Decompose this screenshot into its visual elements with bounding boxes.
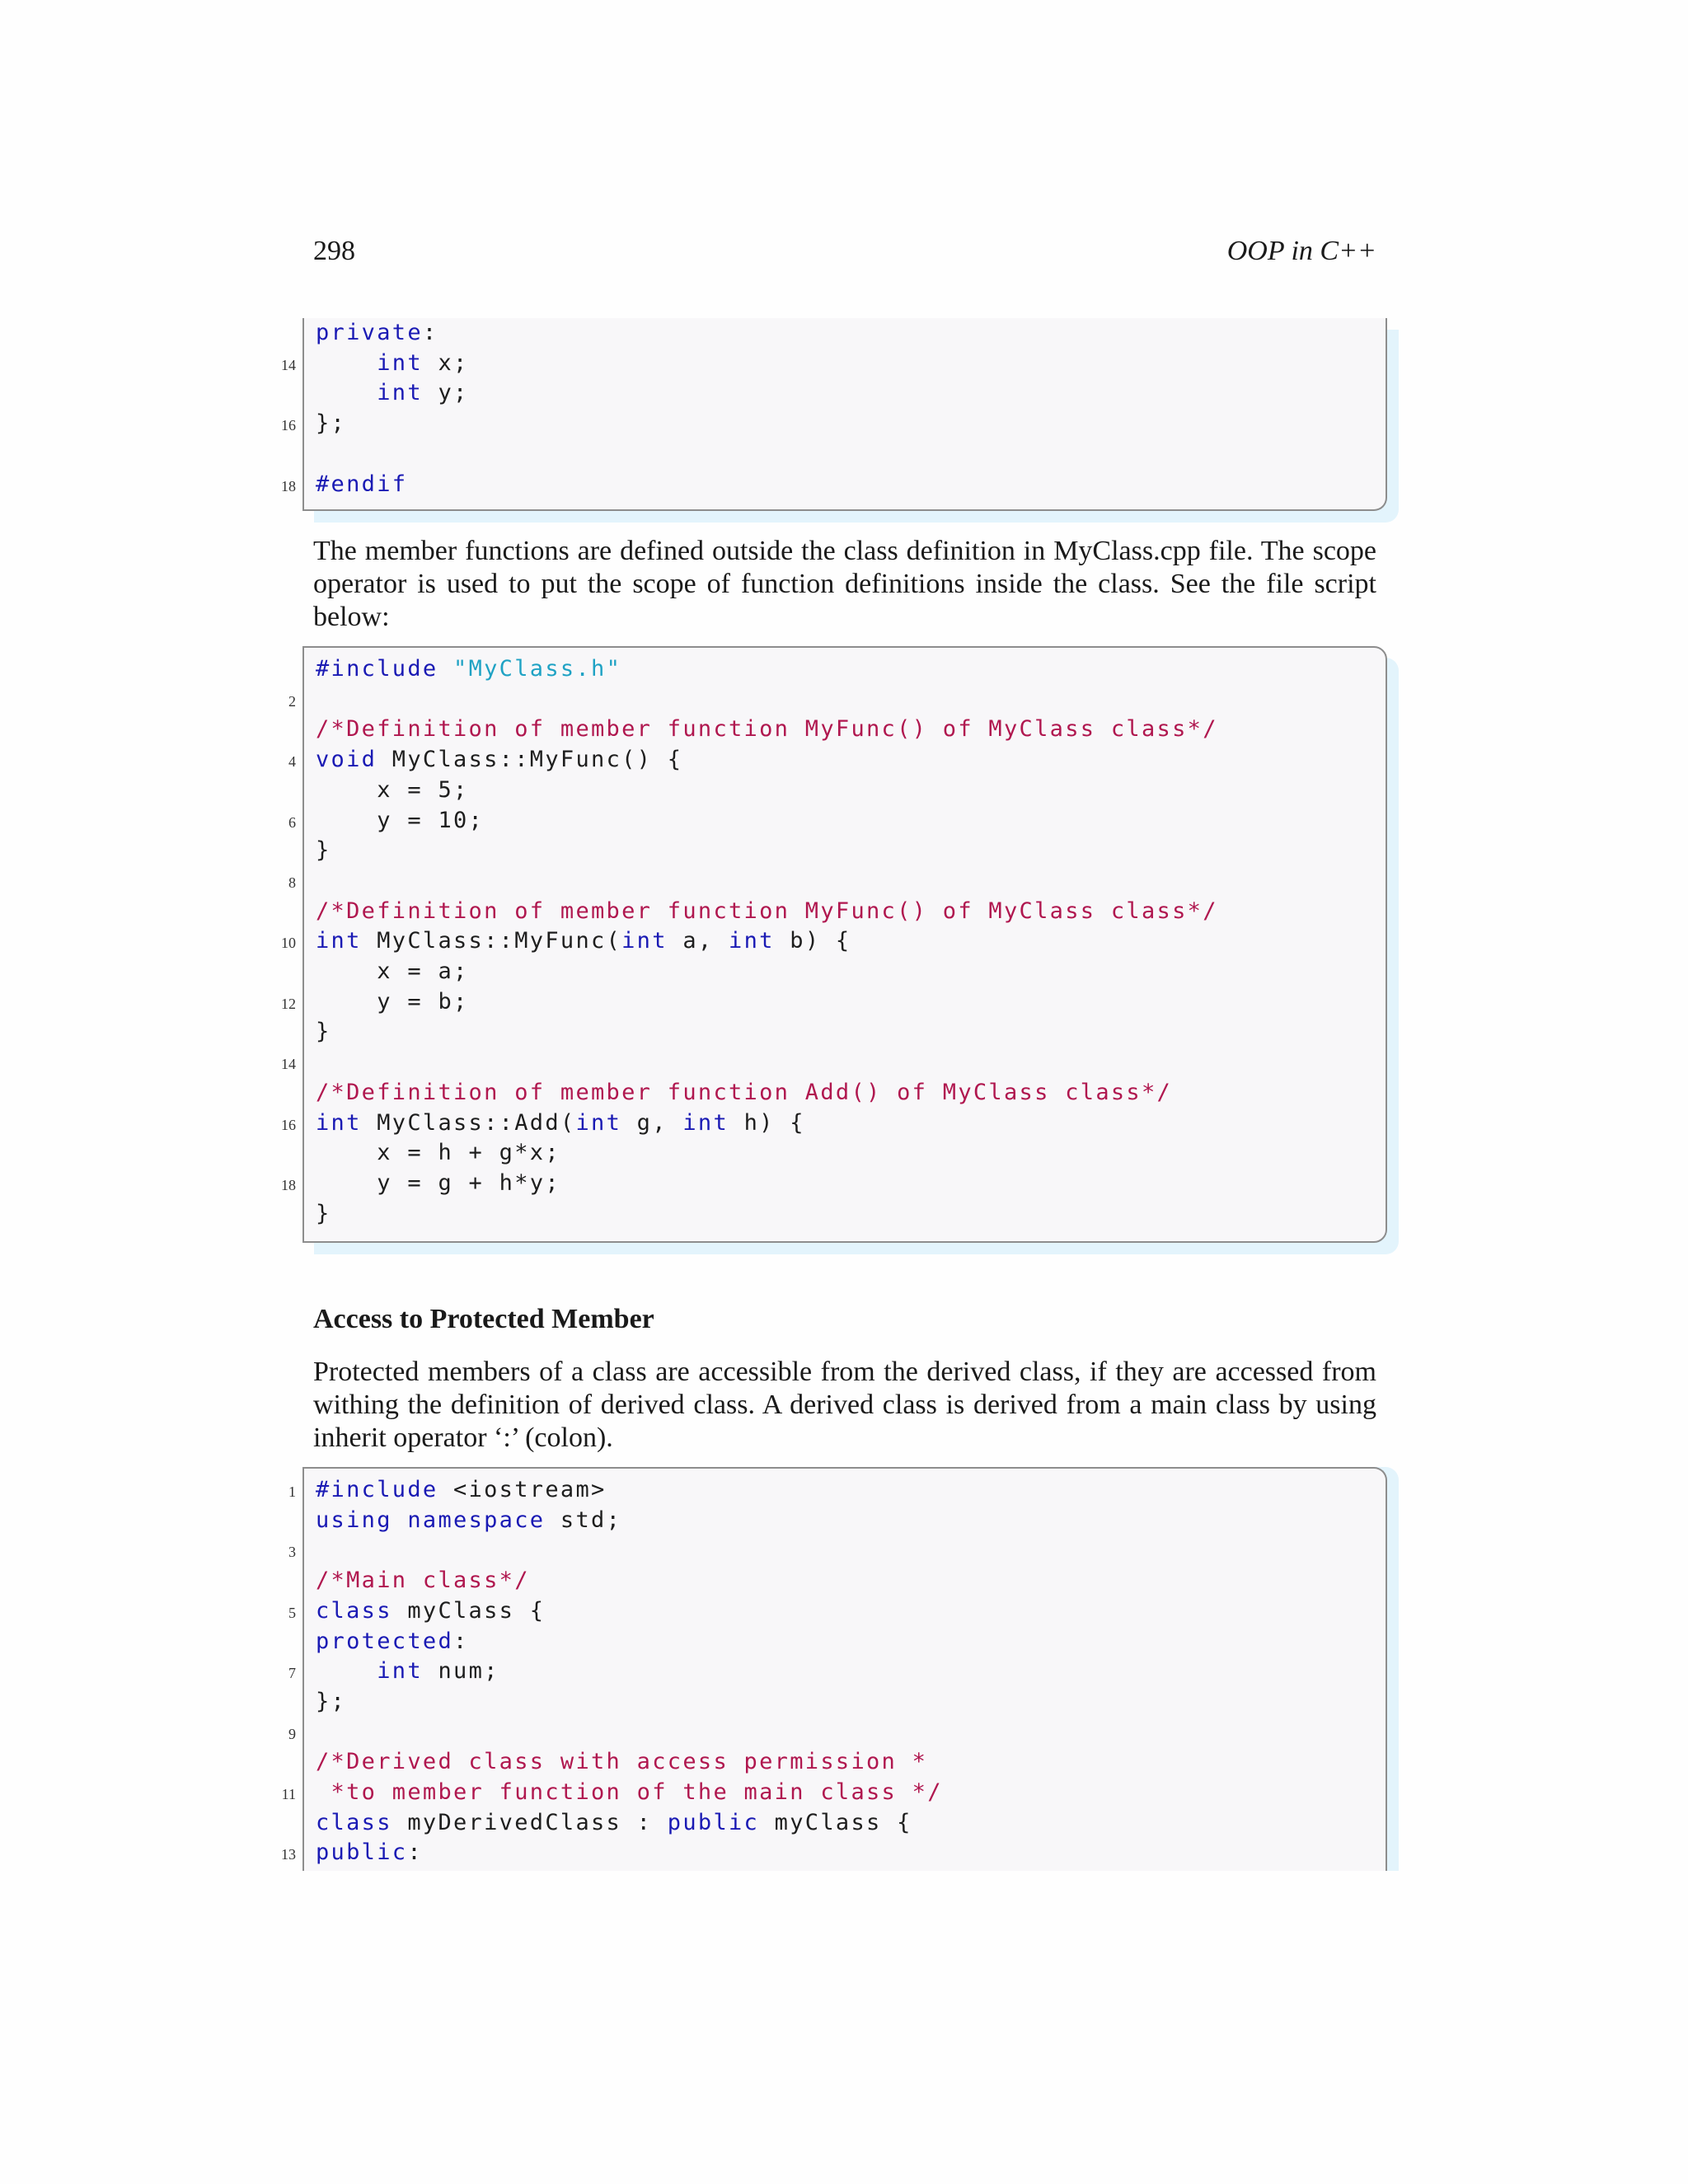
line-number: 18 <box>281 477 296 494</box>
code-keyword: class <box>316 1597 392 1624</box>
line-number: 8 <box>288 874 296 891</box>
code-keyword: int <box>682 1109 729 1136</box>
code-line <box>316 776 469 805</box>
code-line <box>316 1506 621 1535</box>
code-text: }; <box>316 1688 347 1714</box>
code-comment: /*Definition of member function Add() of MyClass class*/ <box>316 1079 1173 1105</box>
code-line <box>316 745 682 775</box>
code-line <box>316 897 1218 926</box>
code-keyword: private <box>316 320 423 345</box>
code-text: : <box>453 1628 469 1654</box>
line-number: 10 <box>281 935 296 952</box>
code-keyword: public <box>316 1840 408 1866</box>
code-line <box>316 1169 560 1198</box>
code-keyword: int <box>621 928 668 954</box>
code-text: g, <box>621 1109 683 1136</box>
code-text: h) { <box>729 1109 805 1136</box>
code-line <box>316 1199 331 1229</box>
code-keyword: namespace <box>407 1507 546 1533</box>
code-text: MyClass::MyFunc( <box>361 928 622 954</box>
code-line <box>316 1475 607 1505</box>
line-number: 4 <box>288 753 296 771</box>
code-text: x = h + g*x; <box>316 1140 560 1166</box>
code-text <box>392 1507 408 1533</box>
code-text: x; <box>422 349 469 376</box>
code-keyword: int <box>575 1109 622 1136</box>
code-text: : <box>422 320 438 345</box>
code-block <box>281 318 1387 511</box>
code-text: } <box>316 1200 331 1226</box>
line-number: 14 <box>281 356 296 373</box>
line-number: 9 <box>288 1725 296 1742</box>
code-text: x = 5; <box>316 776 469 803</box>
code-keyword: protected <box>316 1628 453 1654</box>
code-string: "MyClass.h" <box>453 656 622 682</box>
code-line <box>316 1747 927 1777</box>
code-line <box>316 1627 469 1657</box>
code-text <box>316 350 377 376</box>
code-text: : <box>407 1840 423 1866</box>
code-keyword: int <box>729 928 775 954</box>
line-number: 11 <box>281 1786 296 1802</box>
code-comment: /*Derived class with access permission * <box>316 1749 928 1775</box>
page-number: 298 <box>313 236 355 266</box>
line-number: 13 <box>281 1846 296 1863</box>
paragraph: Protected members of a class are accessible from the derived class, if they are accessed from withing the definition of derived class. A derived class is derived from a main class by using inherit operator ‘:’ (colon). <box>313 1357 1376 1453</box>
line-number: 3 <box>288 1544 296 1561</box>
code-text: a, <box>667 928 729 954</box>
line-number: 14 <box>281 1056 296 1073</box>
code-line <box>316 318 438 348</box>
line-number: 7 <box>288 1665 296 1682</box>
code-text: y; <box>422 380 469 406</box>
code-block <box>281 1467 1387 1871</box>
code-line <box>316 1778 943 1807</box>
code-keyword: int <box>316 1109 362 1136</box>
paragraph: The member functions are defined outside the class definition in MyClass.cpp file. The scope operator is used to put the scope of function definitions inside the class. See the file script below: <box>313 536 1376 632</box>
code-comment: /*Main class*/ <box>316 1568 530 1594</box>
code-text <box>438 656 453 682</box>
code-keyword: int <box>316 928 362 954</box>
code-comment: *to member function of the main class */ <box>316 1779 943 1805</box>
code-line <box>316 1596 545 1626</box>
code-text: myClass { <box>759 1809 912 1835</box>
code-line <box>316 1838 423 1868</box>
code-text: myClass { <box>392 1597 546 1624</box>
code-keyword: int <box>377 380 423 406</box>
code-line <box>316 1566 530 1596</box>
code-keyword: void <box>316 747 377 773</box>
code-text: y = g + h*y; <box>316 1169 560 1196</box>
code-keyword: using <box>316 1507 392 1533</box>
code-keyword: public <box>667 1809 760 1835</box>
code-line <box>316 1138 560 1168</box>
line-number: 1 <box>288 1483 296 1500</box>
code-line <box>316 715 1218 744</box>
code-keyword: #include <box>316 656 438 682</box>
code-comment: /*Definition of member function MyFunc() of MyClass class*/ <box>316 898 1218 924</box>
code-block <box>281 646 1387 1243</box>
code-keyword: int <box>377 349 423 376</box>
line-number: 6 <box>288 813 296 831</box>
code-line <box>316 836 331 865</box>
code-line <box>316 926 851 956</box>
line-number: 2 <box>288 692 296 710</box>
code-keyword: #include <box>316 1477 438 1502</box>
running-title: OOP in C++ <box>1226 236 1376 266</box>
code-line <box>316 1078 1172 1108</box>
line-number: 16 <box>281 417 296 434</box>
code-line <box>316 1108 805 1138</box>
code-line <box>316 1687 346 1717</box>
code-text <box>316 1658 377 1684</box>
line-number: 16 <box>281 1116 296 1133</box>
code-text: y = b; <box>316 988 469 1015</box>
code-text: x = a; <box>316 958 469 984</box>
line-number: 5 <box>288 1604 296 1621</box>
code-text <box>316 380 377 405</box>
code-keyword: #endif <box>316 471 408 497</box>
code-text: <iostream> <box>438 1477 607 1502</box>
code-text: b) { <box>774 928 851 954</box>
line-number: 12 <box>281 995 296 1012</box>
code-line <box>316 1657 499 1686</box>
code-line <box>316 409 346 438</box>
code-text: }; <box>316 410 347 437</box>
code-text: MyClass::MyFunc() { <box>377 747 683 773</box>
code-line <box>316 806 484 836</box>
code-keyword: int <box>377 1658 423 1685</box>
code-keyword: class <box>316 1809 392 1835</box>
line-number: 18 <box>281 1176 296 1193</box>
code-line <box>316 957 469 987</box>
code-line <box>316 349 469 378</box>
code-text: } <box>316 837 331 864</box>
section-heading: Access to Protected Member <box>313 1304 654 1334</box>
code-text: num; <box>422 1658 499 1685</box>
code-line <box>316 987 469 1017</box>
code-text: MyClass::Add( <box>361 1109 576 1136</box>
code-line <box>316 1017 331 1047</box>
code-text: std; <box>545 1507 622 1533</box>
code-comment: /*Definition of member function MyFunc() of MyClass class*/ <box>316 716 1218 743</box>
code-line <box>316 378 469 408</box>
code-line <box>316 470 407 499</box>
code-text: y = 10; <box>316 807 485 833</box>
code-text: myDerivedClass : <box>392 1809 668 1835</box>
code-line <box>316 654 621 684</box>
code-text: } <box>316 1019 331 1045</box>
code-line <box>316 1808 912 1838</box>
